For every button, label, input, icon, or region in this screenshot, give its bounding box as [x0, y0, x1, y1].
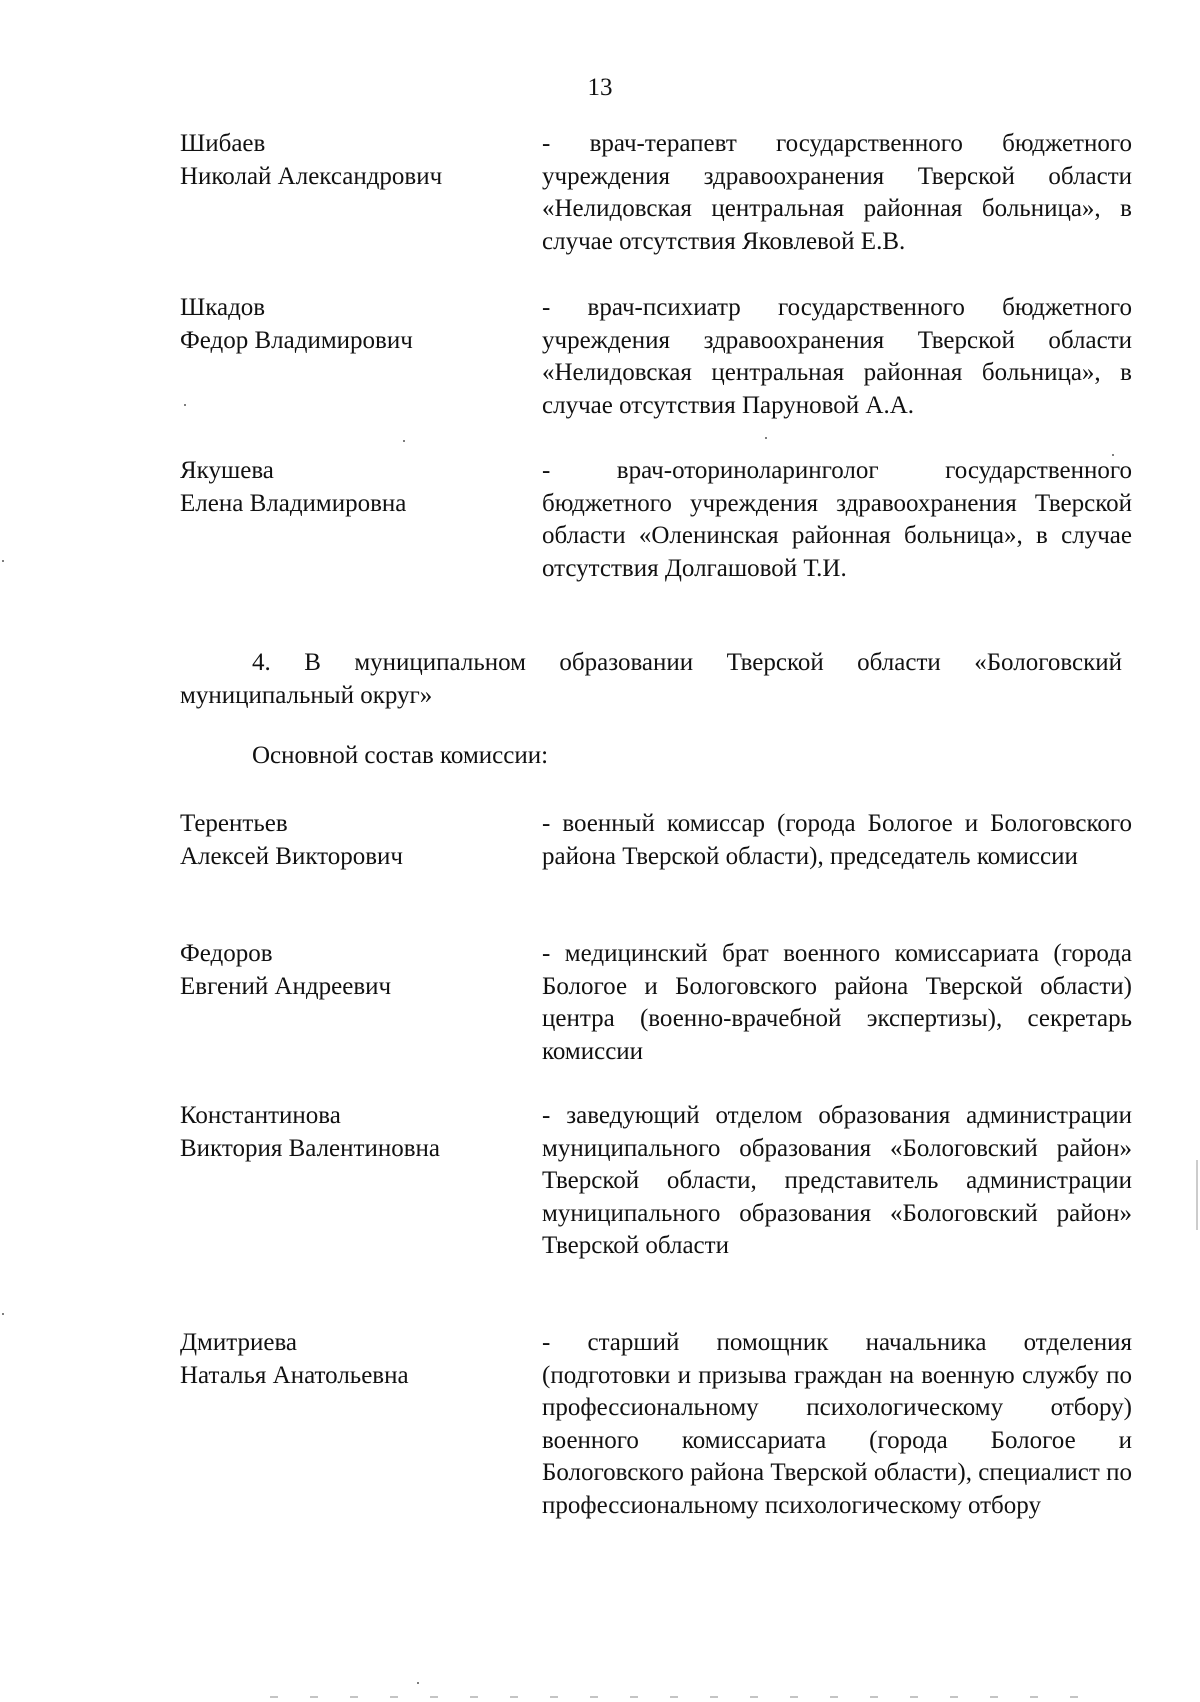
member-role: - военный комиссар (города Бологое и Бологовского района Тверской области), председатель комиссии	[542, 810, 1132, 870]
member-surname: Шибаев	[180, 130, 266, 157]
scan-edge-mark	[1196, 1160, 1198, 1230]
scan-speck	[765, 437, 767, 439]
member-surname: Дмитриева	[180, 1329, 298, 1356]
member-role: - старший помощник начальника отделения (подготовки и призыва граждан на военную службу по профессиональному психологическому отбору) военного комиссариата (города Бологое и Бологовского района Тверской области), специалист по профессиональному психологическому отбору	[542, 1329, 1132, 1519]
member-role: - врач-психиатр государственного бюджетного учреждения здравоохранения Тверской области «Нелидовская центральная районная больница», в случае отсутствия Паруновой А.А.	[542, 294, 1132, 419]
page-number: 13	[587, 74, 613, 101]
member-surname: Шкадов	[180, 294, 266, 321]
scan-speck	[2, 560, 4, 562]
member-name	[180, 938, 520, 1003]
member-name	[180, 128, 520, 193]
member-name	[180, 292, 520, 357]
scan-speck	[184, 404, 186, 406]
member-surname: Якушева	[180, 457, 274, 484]
scan-speck	[1112, 454, 1114, 456]
subheading: Основной состав комиссии:	[252, 742, 549, 769]
scan-speck	[2, 1313, 4, 1315]
scan-speck	[403, 440, 405, 442]
member-surname: Терентьев	[180, 810, 288, 837]
member-surname: Федоров	[180, 940, 273, 967]
member-role: - медицинский брат военного комиссариата (города Бологое и Бологовского района Тверской области) центра (военно-врачебной экспертизы), секретарь комиссии	[542, 940, 1132, 1065]
member-given-names: Евгений Андреевич	[180, 972, 392, 1000]
scan-speck	[417, 1682, 419, 1684]
member-given-names: Наталья Анатольевна	[180, 1361, 409, 1389]
member-name	[180, 1100, 520, 1165]
member-given-names: Федор Владимирович	[180, 326, 413, 354]
section-paragraph: 4. В муниципальном образовании Тверской области «Бологовский муниципальный округ»	[180, 649, 1122, 709]
member-name	[180, 455, 520, 520]
member-role: - врач-терапевт государственного бюджетного учреждения здравоохранения Тверской области «Нелидовская центральная районная больница», в случае отсутствия Яковлевой Е.В.	[542, 130, 1132, 255]
member-surname: Константинова	[180, 1102, 341, 1129]
member-given-names: Елена Владимировна	[180, 489, 407, 517]
member-given-names: Виктория Валентиновна	[180, 1134, 440, 1162]
member-role: - заведующий отделом образования администрации муниципального образования «Бологовский район» Тверской области, представитель администрации муниципального образования «Бологовский район» Тверской области	[542, 1102, 1132, 1259]
member-given-names: Алексей Викторович	[180, 842, 403, 870]
member-given-names: Николай Александрович	[180, 162, 443, 190]
member-name	[180, 808, 520, 873]
member-role: - врач-оториноларинголог государственного бюджетного учреждения здравоохранения Тверской области «Оленинская районная больница», в случае отсутствия Долгашовой Т.И.	[542, 457, 1132, 582]
scan-edge-mark	[270, 1696, 1090, 1698]
member-name	[180, 1327, 520, 1392]
